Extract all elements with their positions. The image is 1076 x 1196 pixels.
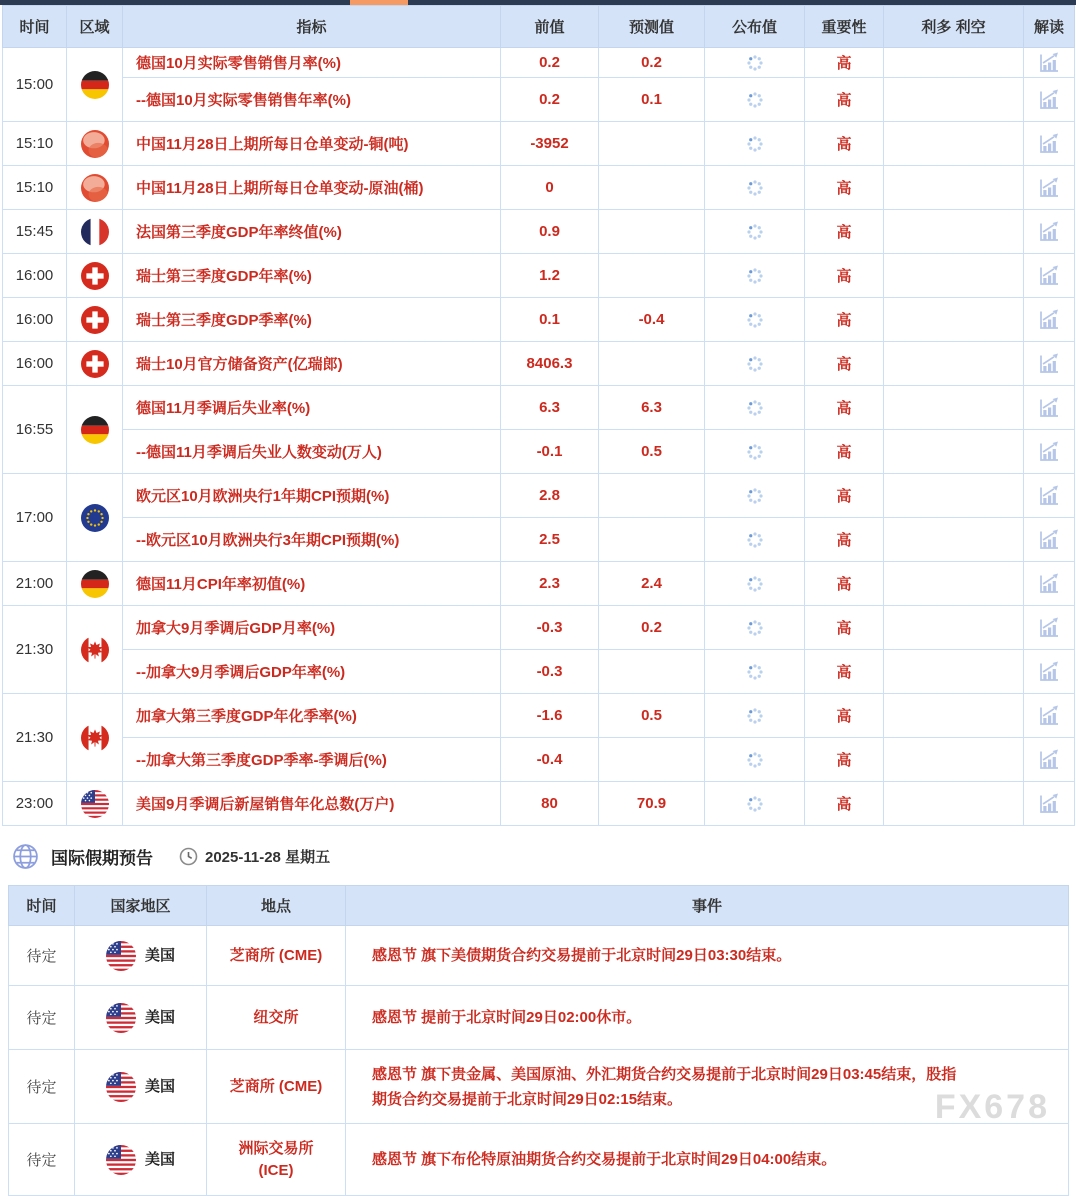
chart-icon[interactable] <box>1037 176 1061 200</box>
country-label: 美国 <box>144 946 175 964</box>
forecast-value-cell: 0.1 <box>599 78 705 122</box>
forecast-value-cell: 0.5 <box>599 694 705 738</box>
bull-bear-cell <box>884 386 1024 430</box>
holiday-venue-cell: 芝商所 (CME) <box>207 1050 346 1124</box>
holiday-section-title: 国际假期预告 <box>51 848 153 868</box>
flag-icon-us <box>106 1145 136 1175</box>
region-flag-cell <box>67 210 123 254</box>
flag-icon-ca <box>81 636 109 664</box>
calendar-row <box>3 342 1075 386</box>
country-label: 美国 <box>144 1150 175 1168</box>
holiday-section-header <box>12 841 1076 871</box>
loading-spinner-icon <box>746 707 764 725</box>
forecast-value-cell: 6.3 <box>599 386 705 430</box>
previous-value-cell: 80 <box>501 782 599 826</box>
region-flag-cell <box>67 474 123 562</box>
col-header-previous: 前值 <box>501 6 599 48</box>
holiday-event-cell: 感恩节 旗下美债期货合约交易提前于北京时间29日03:30结束。 <box>346 926 1069 986</box>
loading-spinner-icon <box>746 795 764 813</box>
importance-cell: 高 <box>805 518 884 562</box>
importance-cell: 高 <box>805 298 884 342</box>
importance-cell: 高 <box>805 782 884 826</box>
flag-icon-de <box>81 416 109 444</box>
importance-cell: 高 <box>805 78 884 122</box>
bull-bear-cell <box>884 166 1024 210</box>
holiday-time-cell: 待定 <box>9 1124 75 1196</box>
holiday-venue-cell: 芝商所 (CME) <box>207 926 346 986</box>
actual-value-cell <box>705 562 805 606</box>
chart-icon[interactable] <box>1037 616 1061 640</box>
actual-value-cell <box>705 518 805 562</box>
fx678-watermark: FX678 <box>934 1088 1050 1126</box>
country-label: 美国 <box>144 1008 175 1026</box>
bull-bear-cell <box>884 474 1024 518</box>
loading-spinner-icon <box>746 751 764 769</box>
loading-spinner-icon <box>746 179 764 197</box>
region-flag-cell <box>67 166 123 210</box>
actual-value-cell <box>705 298 805 342</box>
time-cell: 15:00 <box>3 48 67 122</box>
time-cell: 23:00 <box>3 782 67 826</box>
indicator-cell: 瑞士第三季度GDP季率(%) <box>123 298 501 342</box>
holiday-country-cell <box>75 986 207 1050</box>
flag-icon-cn <box>81 174 109 202</box>
forecast-value-cell <box>599 650 705 694</box>
chart-icon[interactable] <box>1037 528 1061 552</box>
bull-bear-cell <box>884 78 1024 122</box>
interpretation-cell[interactable] <box>1024 694 1075 738</box>
forecast-value-cell <box>599 738 705 782</box>
time-cell: 15:10 <box>3 166 67 210</box>
calendar-row <box>3 738 1075 782</box>
time-cell: 16:00 <box>3 342 67 386</box>
interpretation-cell[interactable] <box>1024 48 1075 78</box>
loading-spinner-icon <box>746 223 764 241</box>
bull-bear-cell <box>884 48 1024 78</box>
indicator-cell: 德国10月实际零售销售月率(%) <box>123 48 501 78</box>
holiday-event-cell: 感恩节 旗下布伦特原油期货合约交易提前于北京时间29日04:00结束。 <box>346 1124 1069 1196</box>
region-flag-cell <box>67 254 123 298</box>
time-cell: 15:45 <box>3 210 67 254</box>
holiday-venue-cell: 纽交所 <box>207 986 346 1050</box>
time-cell: 17:00 <box>3 474 67 562</box>
indicator-cell: 中国11月28日上期所每日仓单变动-原油(桶) <box>123 166 501 210</box>
loading-spinner-icon <box>746 267 764 285</box>
indicator-cell: 中国11月28日上期所每日仓单变动-铜(吨) <box>123 122 501 166</box>
loading-spinner-icon <box>746 399 764 417</box>
flag-icon-de <box>81 71 109 99</box>
bull-bear-cell <box>884 210 1024 254</box>
col-header-forecast: 预测值 <box>599 6 705 48</box>
previous-value-cell: 0 <box>501 166 599 210</box>
importance-cell: 高 <box>805 342 884 386</box>
holiday-row <box>9 986 1069 1050</box>
indicator-cell: 德国11月季调后失业率(%) <box>123 386 501 430</box>
loading-spinner-icon <box>746 531 764 549</box>
indicator-cell: 美国9月季调后新屋销售年化总数(万户) <box>123 782 501 826</box>
time-cell: 21:30 <box>3 606 67 694</box>
calendar-row <box>3 650 1075 694</box>
holiday-event-cell: 感恩节 旗下贵金属、美国原油、外汇期货合约交易提前于北京时间29日03:45结束，股指期货合约交易提前于北京时间29日02:15结束。 <box>346 1050 1069 1124</box>
loading-spinner-icon <box>746 443 764 461</box>
chart-icon[interactable] <box>1037 51 1061 75</box>
previous-value-cell: 2.5 <box>501 518 599 562</box>
chart-icon[interactable] <box>1037 748 1061 772</box>
chart-icon[interactable] <box>1037 264 1061 288</box>
bull-bear-cell <box>884 430 1024 474</box>
importance-cell: 高 <box>805 650 884 694</box>
forecast-value-cell: -0.4 <box>599 298 705 342</box>
interpretation-cell[interactable] <box>1024 606 1075 650</box>
col-header-bull-bear: 利多 利空 <box>884 6 1024 48</box>
importance-cell: 高 <box>805 386 884 430</box>
globe-icon <box>12 843 39 870</box>
holiday-venue-cell: 洲际交易所 (ICE) <box>207 1124 346 1196</box>
previous-value-cell: 0.9 <box>501 210 599 254</box>
indicator-cell: --加拿大第三季度GDP季率-季调后(%) <box>123 738 501 782</box>
time-cell: 16:55 <box>3 386 67 474</box>
col-header-time: 时间 <box>3 6 67 48</box>
flag-icon-ca <box>81 724 109 752</box>
loading-spinner-icon <box>746 619 764 637</box>
calendar-row <box>3 122 1075 166</box>
loading-spinner-icon <box>746 663 764 681</box>
calendar-row <box>3 782 1075 826</box>
actual-value-cell <box>705 738 805 782</box>
flag-icon-ch <box>81 262 109 290</box>
chart-icon[interactable] <box>1037 220 1061 244</box>
interpretation-cell[interactable] <box>1024 650 1075 694</box>
forecast-value-cell <box>599 254 705 298</box>
indicator-cell: --加拿大9月季调后GDP年率(%) <box>123 650 501 694</box>
chart-icon[interactable] <box>1037 440 1061 464</box>
loading-spinner-icon <box>746 355 764 373</box>
actual-value-cell <box>705 166 805 210</box>
actual-value-cell <box>705 122 805 166</box>
interpretation-cell[interactable] <box>1024 342 1075 386</box>
chart-icon[interactable] <box>1037 396 1061 420</box>
flag-icon-us <box>106 1072 136 1102</box>
interpretation-cell[interactable] <box>1024 298 1075 342</box>
holiday-row <box>9 1124 1069 1196</box>
interpretation-cell[interactable] <box>1024 166 1075 210</box>
flag-icon-us <box>106 941 136 971</box>
previous-value-cell: -0.3 <box>501 650 599 694</box>
economic-calendar-table <box>2 5 1075 826</box>
region-flag-cell <box>67 606 123 694</box>
previous-value-cell: -1.6 <box>501 694 599 738</box>
bull-bear-cell <box>884 298 1024 342</box>
calendar-row <box>3 474 1075 518</box>
time-cell: 16:00 <box>3 254 67 298</box>
col-header-interpretation: 解读 <box>1024 6 1075 48</box>
previous-value-cell: 0.2 <box>501 48 599 78</box>
holiday-time-cell: 待定 <box>9 1050 75 1124</box>
clock-icon <box>179 847 198 866</box>
flag-icon-de <box>81 570 109 598</box>
indicator-cell: --欧元区10月欧洲央行3年期CPI预期(%) <box>123 518 501 562</box>
calendar-row <box>3 166 1075 210</box>
holiday-row <box>9 926 1069 986</box>
interpretation-cell[interactable] <box>1024 430 1075 474</box>
importance-cell: 高 <box>805 430 884 474</box>
forecast-value-cell: 0.5 <box>599 430 705 474</box>
flag-icon-fr <box>81 218 109 246</box>
holiday-col-header-event: 事件 <box>346 886 1069 926</box>
bull-bear-cell <box>884 518 1024 562</box>
importance-cell: 高 <box>805 210 884 254</box>
previous-value-cell: -0.3 <box>501 606 599 650</box>
forecast-value-cell: 2.4 <box>599 562 705 606</box>
interpretation-cell[interactable] <box>1024 210 1075 254</box>
flag-icon-us <box>106 1003 136 1033</box>
importance-cell: 高 <box>805 254 884 298</box>
region-flag-cell <box>67 48 123 122</box>
actual-value-cell <box>705 474 805 518</box>
flag-icon-cn <box>81 130 109 158</box>
previous-value-cell: 6.3 <box>501 386 599 430</box>
previous-value-cell: 2.3 <box>501 562 599 606</box>
forecast-value-cell <box>599 342 705 386</box>
indicator-cell: 德国11月CPI年率初值(%) <box>123 562 501 606</box>
chart-icon[interactable] <box>1037 88 1061 112</box>
holiday-row <box>9 1050 1069 1124</box>
indicator-cell: 瑞士第三季度GDP年率(%) <box>123 254 501 298</box>
actual-value-cell <box>705 210 805 254</box>
col-header-region: 区域 <box>67 6 123 48</box>
calendar-row <box>3 48 1075 78</box>
previous-value-cell: 8406.3 <box>501 342 599 386</box>
interpretation-cell[interactable] <box>1024 738 1075 782</box>
bull-bear-cell <box>884 650 1024 694</box>
interpretation-cell[interactable] <box>1024 254 1075 298</box>
interpretation-cell[interactable] <box>1024 386 1075 430</box>
indicator-cell: 欧元区10月欧洲央行1年期CPI预期(%) <box>123 474 501 518</box>
importance-cell: 高 <box>805 562 884 606</box>
actual-value-cell <box>705 48 805 78</box>
indicator-cell: 加拿大第三季度GDP年化季率(%) <box>123 694 501 738</box>
previous-value-cell: 0.1 <box>501 298 599 342</box>
loading-spinner-icon <box>746 54 764 72</box>
flag-icon-ch <box>81 306 109 334</box>
holiday-time-cell: 待定 <box>9 986 75 1050</box>
region-flag-cell <box>67 562 123 606</box>
loading-spinner-icon <box>746 311 764 329</box>
interpretation-cell[interactable] <box>1024 122 1075 166</box>
bull-bear-cell <box>884 122 1024 166</box>
bull-bear-cell <box>884 254 1024 298</box>
actual-value-cell <box>705 78 805 122</box>
actual-value-cell <box>705 342 805 386</box>
time-cell: 15:10 <box>3 122 67 166</box>
chart-icon[interactable] <box>1037 132 1061 156</box>
loading-spinner-icon <box>746 135 764 153</box>
region-flag-cell <box>67 122 123 166</box>
importance-cell: 高 <box>805 474 884 518</box>
calendar-row <box>3 78 1075 122</box>
region-flag-cell <box>67 694 123 782</box>
holiday-date: 2025-11-28 星期五 <box>205 848 331 866</box>
bull-bear-cell <box>884 562 1024 606</box>
country-label: 美国 <box>144 1077 175 1095</box>
indicator-cell: 加拿大9月季调后GDP月率(%) <box>123 606 501 650</box>
calendar-row <box>3 386 1075 430</box>
calendar-row <box>3 518 1075 562</box>
forecast-value-cell: 0.2 <box>599 48 705 78</box>
holiday-country-cell <box>75 926 207 986</box>
chart-icon[interactable] <box>1037 704 1061 728</box>
forecast-value-cell <box>599 210 705 254</box>
forecast-value-cell <box>599 518 705 562</box>
chart-icon[interactable] <box>1037 660 1061 684</box>
interpretation-cell[interactable] <box>1024 518 1075 562</box>
interpretation-cell[interactable] <box>1024 78 1075 122</box>
actual-value-cell <box>705 606 805 650</box>
calendar-row <box>3 210 1075 254</box>
actual-value-cell <box>705 254 805 298</box>
forecast-value-cell: 70.9 <box>599 782 705 826</box>
bull-bear-cell <box>884 694 1024 738</box>
flag-icon-ch <box>81 350 109 378</box>
loading-spinner-icon <box>746 487 764 505</box>
importance-cell: 高 <box>805 48 884 78</box>
flag-icon-eu <box>81 504 109 532</box>
indicator-cell: 法国第三季度GDP年率终值(%) <box>123 210 501 254</box>
calendar-row <box>3 298 1075 342</box>
loading-spinner-icon <box>746 575 764 593</box>
region-flag-cell <box>67 386 123 474</box>
forecast-value-cell <box>599 166 705 210</box>
interpretation-cell[interactable] <box>1024 782 1075 826</box>
chart-icon[interactable] <box>1037 572 1061 596</box>
chart-icon[interactable] <box>1037 308 1061 332</box>
col-header-importance: 重要性 <box>805 6 884 48</box>
actual-value-cell <box>705 782 805 826</box>
col-header-indicator: 指标 <box>123 6 501 48</box>
time-cell: 21:30 <box>3 694 67 782</box>
interpretation-cell[interactable] <box>1024 562 1075 606</box>
top-scrollbar-track <box>0 0 1076 5</box>
importance-cell: 高 <box>805 694 884 738</box>
interpretation-cell[interactable] <box>1024 474 1075 518</box>
chart-icon[interactable] <box>1037 792 1061 816</box>
indicator-cell: 瑞士10月官方储备资产(亿瑞郎) <box>123 342 501 386</box>
importance-cell: 高 <box>805 738 884 782</box>
holiday-country-cell <box>75 1050 207 1124</box>
bull-bear-cell <box>884 342 1024 386</box>
holiday-event-cell: 感恩节 提前于北京时间29日02:00休市。 <box>346 986 1069 1050</box>
calendar-row <box>3 254 1075 298</box>
chart-icon[interactable] <box>1037 484 1061 508</box>
col-header-actual: 公布值 <box>705 6 805 48</box>
holiday-time-cell: 待定 <box>9 926 75 986</box>
region-flag-cell <box>67 342 123 386</box>
previous-value-cell: 0.2 <box>501 78 599 122</box>
top-scrollbar-thumb[interactable] <box>350 0 408 5</box>
forecast-value-cell <box>599 122 705 166</box>
loading-spinner-icon <box>746 91 764 109</box>
bull-bear-cell <box>884 782 1024 826</box>
indicator-cell: --德国10月实际零售销售年率(%) <box>123 78 501 122</box>
actual-value-cell <box>705 650 805 694</box>
actual-value-cell <box>705 386 805 430</box>
calendar-row <box>3 562 1075 606</box>
previous-value-cell: -0.1 <box>501 430 599 474</box>
forecast-value-cell: 0.2 <box>599 606 705 650</box>
region-flag-cell <box>67 782 123 826</box>
bull-bear-cell <box>884 606 1024 650</box>
time-cell: 21:00 <box>3 562 67 606</box>
region-flag-cell <box>67 298 123 342</box>
importance-cell: 高 <box>805 166 884 210</box>
holiday-header-row <box>9 886 1069 926</box>
holiday-col-header-time: 时间 <box>9 886 75 926</box>
calendar-row <box>3 694 1075 738</box>
importance-cell: 高 <box>805 606 884 650</box>
previous-value-cell: -3952 <box>501 122 599 166</box>
indicator-cell: --德国11月季调后失业人数变动(万人) <box>123 430 501 474</box>
calendar-header-row <box>3 6 1075 48</box>
importance-cell: 高 <box>805 122 884 166</box>
previous-value-cell: -0.4 <box>501 738 599 782</box>
time-cell: 16:00 <box>3 298 67 342</box>
holiday-col-header-country: 国家地区 <box>75 886 207 926</box>
chart-icon[interactable] <box>1037 352 1061 376</box>
previous-value-cell: 2.8 <box>501 474 599 518</box>
actual-value-cell <box>705 430 805 474</box>
flag-icon-us <box>81 790 109 818</box>
forecast-value-cell <box>599 474 705 518</box>
calendar-row <box>3 430 1075 474</box>
previous-value-cell: 1.2 <box>501 254 599 298</box>
holiday-col-header-venue: 地点 <box>207 886 346 926</box>
holiday-country-cell <box>75 1124 207 1196</box>
actual-value-cell <box>705 694 805 738</box>
holiday-table <box>8 885 1069 1196</box>
calendar-row <box>3 606 1075 650</box>
bull-bear-cell <box>884 738 1024 782</box>
